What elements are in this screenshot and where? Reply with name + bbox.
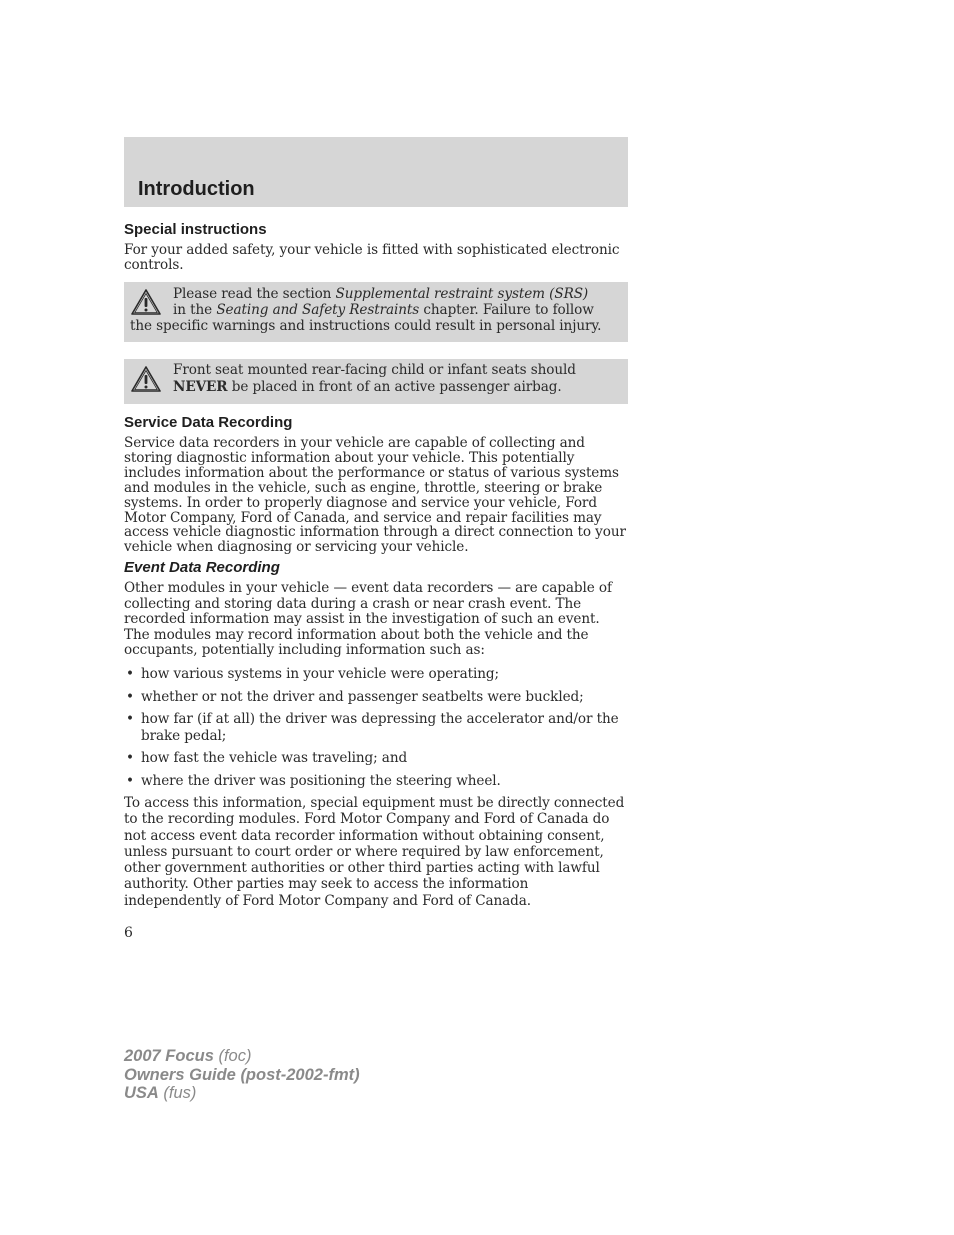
text-line: independently of Ford Motor Company and Ford of Canada. [124,892,532,909]
special-instructions-paragraph [124,243,630,273]
warning-line: Front seat mounted rear-facing child or infant seats should [173,362,576,378]
text-line: Motor Company, Ford of Canada, and service and repair facilities may [124,509,602,526]
child-seat-warning-text [130,362,624,396]
text-line: To access this information, special equipment must be directly connected [124,795,625,811]
text-line: vehicle when diagnosing or servicing your vehicle. [124,539,469,556]
srs-warning-text [130,286,624,334]
document-footer [124,1047,360,1103]
warning-line: the specific warnings and instructions could result in personal injury. [130,318,602,334]
text-line: to the recording modules. Ford Motor Company and Ford of Canada do [124,811,610,828]
warning-line: NEVER be placed in front of an active passenger airbag. [173,379,562,395]
footer-line: Owners Guide (post-2002-fmt) [124,1065,360,1084]
text-line: Service data recorders in your vehicle are capable of collecting and [124,435,585,451]
text-line: not access event data recorder information without obtaining consent, [124,827,605,844]
text-line: access vehicle diagnostic information through a direct connection to your [124,524,626,541]
text-line: unless pursuant to court order or where required by law enforcement, [124,843,604,860]
event-data-closing-paragraph [124,795,630,909]
srs-warning-box [124,282,628,342]
footer-line: USA (fus) [124,1084,197,1102]
text-line: authority. Other parties may seek to access the information [124,876,529,893]
section-title: Introduction [138,178,255,200]
text-line: collecting and storing data during a crash or near crash event. The [124,595,582,612]
page-number: 6 [124,925,133,941]
child-seat-warning-box [124,359,628,404]
text-line: occupants, potentially including information such as: [124,642,485,659]
special-instructions-heading: Special instructions [124,221,267,238]
section-header-bar [124,137,628,207]
footer-line: 2007 Focus (foc) [124,1047,252,1065]
text-line: controls. [124,257,184,273]
event-data-heading: Event Data Recording [124,559,280,576]
text-line: other government authorities or other third parties acting with lawful [124,860,600,877]
text-line: systems. In order to properly diagnose and service your vehicle, Ford [124,494,597,511]
text-line: and modules in the vehicle, such as engine, throttle, steering or brake [124,479,603,496]
text-line: For your added safety, your vehicle is fitted with sophisticated electronic [124,242,620,258]
text-line: Other modules in your vehicle — event data recorders — are capable of [124,580,612,596]
text-line: The modules may record information about both the vehicle and the [124,626,589,643]
warning-line: in the Seating and Safety Restraints chapter. Failure to follow [173,302,594,318]
service-data-paragraph [124,436,630,555]
event-data-paragraph [124,581,630,659]
text-line: storing diagnostic information about your vehicle. This potentially [124,449,575,466]
service-data-heading: Service Data Recording [124,414,293,431]
text-line: recorded information may assist in the investigation of such an event. [124,611,600,628]
text-line: includes information about the performance or status of various systems [124,464,619,481]
warning-line: Please read the section Supplemental restraint system (SRS) [173,286,589,302]
